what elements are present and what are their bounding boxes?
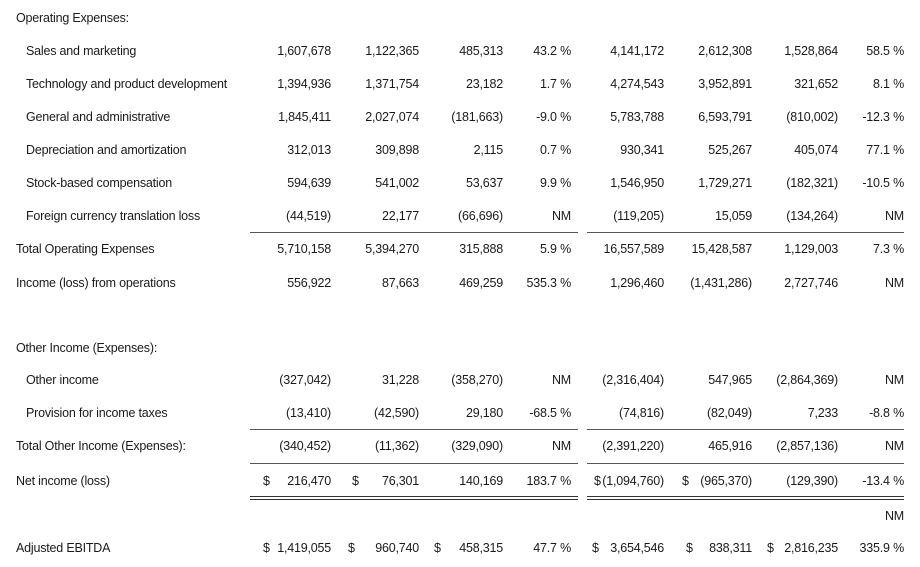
value-cell: NM (551, 209, 571, 223)
currency-symbol: $ (686, 541, 693, 555)
value-cell: 47.7 % (533, 541, 571, 555)
value-cell: 15,428,587 (691, 242, 752, 256)
value-cell: 3,952,891 (698, 77, 752, 91)
row-label: Other income (26, 373, 99, 387)
adjusted-ebitda-row (0, 538, 920, 558)
value-cell: 469,259 (459, 276, 503, 290)
value-cell: 485,313 (459, 44, 503, 58)
row-label: Sales and marketing (26, 44, 137, 58)
value-cell: 43.2 % (533, 44, 571, 58)
value-cell: 2,612,308 (698, 44, 752, 58)
row-label: General and administrative (26, 110, 171, 124)
value-cell: 838,311 (709, 541, 752, 555)
value-cell: (1,094,760) (602, 474, 664, 488)
value-cell: (340,452) (279, 439, 331, 453)
currency-symbol: $ (434, 541, 441, 555)
value-cell: 1.7 % (540, 77, 571, 91)
value-cell: (965,370) (700, 474, 752, 488)
value-cell: 1,607,678 (277, 44, 331, 58)
value-cell: 2,727,746 (784, 276, 838, 290)
value-cell: (2,864,369) (776, 373, 838, 387)
income-from-operations-row (0, 273, 920, 293)
total-double-rule (587, 496, 904, 500)
currency-symbol: $ (263, 541, 270, 555)
subtotal-rule (587, 232, 904, 233)
currency-symbol: $ (682, 474, 689, 488)
table-row (0, 370, 920, 390)
value-cell: (42,590) (374, 406, 419, 420)
table-row (0, 74, 920, 94)
subtotal-rule (250, 463, 578, 464)
value-cell: 1,122,365 (365, 44, 419, 58)
value-cell: NM (884, 209, 904, 223)
value-cell: 16,557,589 (603, 242, 664, 256)
value-cell: 309,898 (375, 143, 419, 157)
value-cell: 405,074 (794, 143, 838, 157)
value-cell: 556,922 (287, 276, 331, 290)
value-cell: 1,394,936 (277, 77, 331, 91)
row-label: Provision for income taxes (26, 406, 168, 420)
value-cell: 541,002 (375, 176, 419, 190)
subtotal-rule (250, 429, 578, 430)
value-cell: NM (551, 439, 571, 453)
value-cell: 1,729,271 (698, 176, 752, 190)
value-cell: 1,129,003 (784, 242, 838, 256)
value-cell: (810,002) (786, 110, 838, 124)
value-cell: 183.7 % (526, 474, 571, 488)
value-cell: 321,652 (794, 77, 838, 91)
value-cell: NM (884, 373, 904, 387)
table-row (0, 107, 920, 127)
value-cell: (44,519) (286, 209, 331, 223)
value-cell: (1,431,286) (690, 276, 752, 290)
value-cell: 216,470 (287, 474, 331, 488)
value-cell: 5,710,158 (277, 242, 331, 256)
value-cell: (2,857,136) (776, 439, 838, 453)
section-heading: Other Income (Expenses): (16, 341, 158, 355)
value-cell: 960,740 (375, 541, 419, 555)
currency-symbol: $ (263, 474, 270, 488)
total-other-income-row (0, 436, 920, 456)
value-cell: 335.9 % (859, 541, 904, 555)
value-cell: 15,059 (714, 209, 752, 223)
row-label: Foreign currency translation loss (26, 209, 201, 223)
value-cell: 1,845,411 (278, 110, 331, 124)
value-cell: 5.9 % (540, 242, 571, 256)
value-cell: (2,316,404) (602, 373, 664, 387)
value-cell: (329,090) (451, 439, 503, 453)
value-cell: -9.0 % (536, 110, 571, 124)
value-cell: -8.8 % (869, 406, 904, 420)
table-row (0, 206, 920, 226)
value-cell: 7.3 % (873, 242, 904, 256)
section-heading-other-income (0, 338, 920, 358)
value-cell: 1,296,460 (610, 276, 664, 290)
value-cell: (182,321) (786, 176, 838, 190)
table-row (0, 140, 920, 160)
value-cell: 4,141,172 (610, 44, 664, 58)
value-cell: 8.1 % (873, 77, 904, 91)
subtotal-rule (250, 232, 578, 233)
value-cell: 31,228 (381, 373, 419, 387)
value-cell: 1,419,055 (277, 541, 331, 555)
value-cell: 53,637 (465, 176, 503, 190)
value-cell: (74,816) (619, 406, 664, 420)
value-cell: 2,816,235 (784, 541, 838, 555)
currency-symbol: $ (767, 541, 774, 555)
value-cell: 5,783,788 (610, 110, 664, 124)
total-double-rule (250, 496, 578, 500)
currency-symbol: $ (352, 474, 359, 488)
value-cell: 140,169 (459, 474, 503, 488)
value-cell: 1,371,754 (365, 77, 419, 91)
subtotal-rule (587, 463, 904, 464)
value-cell: 930,341 (620, 143, 664, 157)
table-row (0, 173, 920, 193)
row-label: Total Operating Expenses (16, 242, 155, 256)
value-cell: 6,593,791 (698, 110, 752, 124)
value-cell: 465,916 (708, 439, 752, 453)
row-label: Income (loss) from operations (16, 276, 176, 290)
currency-symbol: $ (594, 474, 601, 488)
value-cell: (66,696) (458, 209, 503, 223)
value-cell: NM (551, 373, 571, 387)
value-cell: (134,264) (786, 209, 838, 223)
value-cell: 23,182 (465, 77, 503, 91)
currency-symbol: $ (348, 541, 355, 555)
value-cell: 535.3 % (526, 276, 571, 290)
net-income-row (0, 471, 920, 491)
value-cell: 7,233 (807, 406, 838, 420)
value-cell: (181,663) (451, 110, 503, 124)
value-cell: 547,965 (708, 373, 752, 387)
section-heading-operating-expenses (0, 8, 920, 28)
value-cell: 22,177 (381, 209, 419, 223)
value-cell: 2,027,074 (365, 110, 419, 124)
value-cell: -68.5 % (529, 406, 571, 420)
value-cell: 9.9 % (540, 176, 571, 190)
value-cell: 1,546,950 (610, 176, 664, 190)
value-cell: 312,013 (287, 143, 331, 157)
value-cell: (13,410) (286, 406, 331, 420)
value-cell: (358,270) (451, 373, 503, 387)
value-cell: (2,391,220) (602, 439, 664, 453)
nm-note: NM (884, 509, 904, 523)
value-cell: 87,663 (381, 276, 419, 290)
row-label: Adjusted EBITDA (16, 541, 111, 555)
value-cell: 458,315 (459, 541, 503, 555)
value-cell: -12.3 % (862, 110, 904, 124)
value-cell: 5,394,270 (365, 242, 419, 256)
value-cell: 2,115 (473, 143, 503, 157)
value-cell: 1,528,864 (784, 44, 838, 58)
value-cell: 3,654,546 (610, 541, 664, 555)
value-cell: NM (884, 439, 904, 453)
value-cell: 76,301 (381, 474, 419, 488)
row-label: Net income (loss) (16, 474, 110, 488)
value-cell: (82,049) (707, 406, 752, 420)
value-cell: 315,888 (459, 242, 503, 256)
value-cell: (11,362) (374, 439, 419, 453)
table-row (0, 403, 920, 423)
value-cell: (129,390) (786, 474, 838, 488)
section-heading: Operating Expenses: (16, 11, 129, 25)
currency-symbol: $ (592, 541, 599, 555)
value-cell: 29,180 (465, 406, 503, 420)
row-label: Depreciation and amortization (26, 143, 187, 157)
value-cell: -10.5 % (862, 176, 904, 190)
value-cell: 58.5 % (866, 44, 904, 58)
row-label: Total Other Income (Expenses): (16, 439, 186, 453)
value-cell: (119,205) (613, 209, 664, 223)
total-operating-expenses-row (0, 239, 920, 259)
value-cell: 525,267 (708, 143, 752, 157)
value-cell: -13.4 % (862, 474, 904, 488)
row-label: Technology and product development (26, 77, 227, 91)
value-cell: NM (884, 276, 904, 290)
subtotal-rule (587, 429, 904, 430)
value-cell: 594,639 (287, 176, 331, 190)
table-row (0, 41, 920, 61)
value-cell: 77.1 % (866, 143, 904, 157)
value-cell: 0.7 % (540, 143, 571, 157)
nm-note-row (0, 506, 920, 526)
value-cell: 4,274,543 (610, 77, 664, 91)
value-cell: (327,042) (279, 373, 331, 387)
row-label: Stock-based compensation (26, 176, 172, 190)
